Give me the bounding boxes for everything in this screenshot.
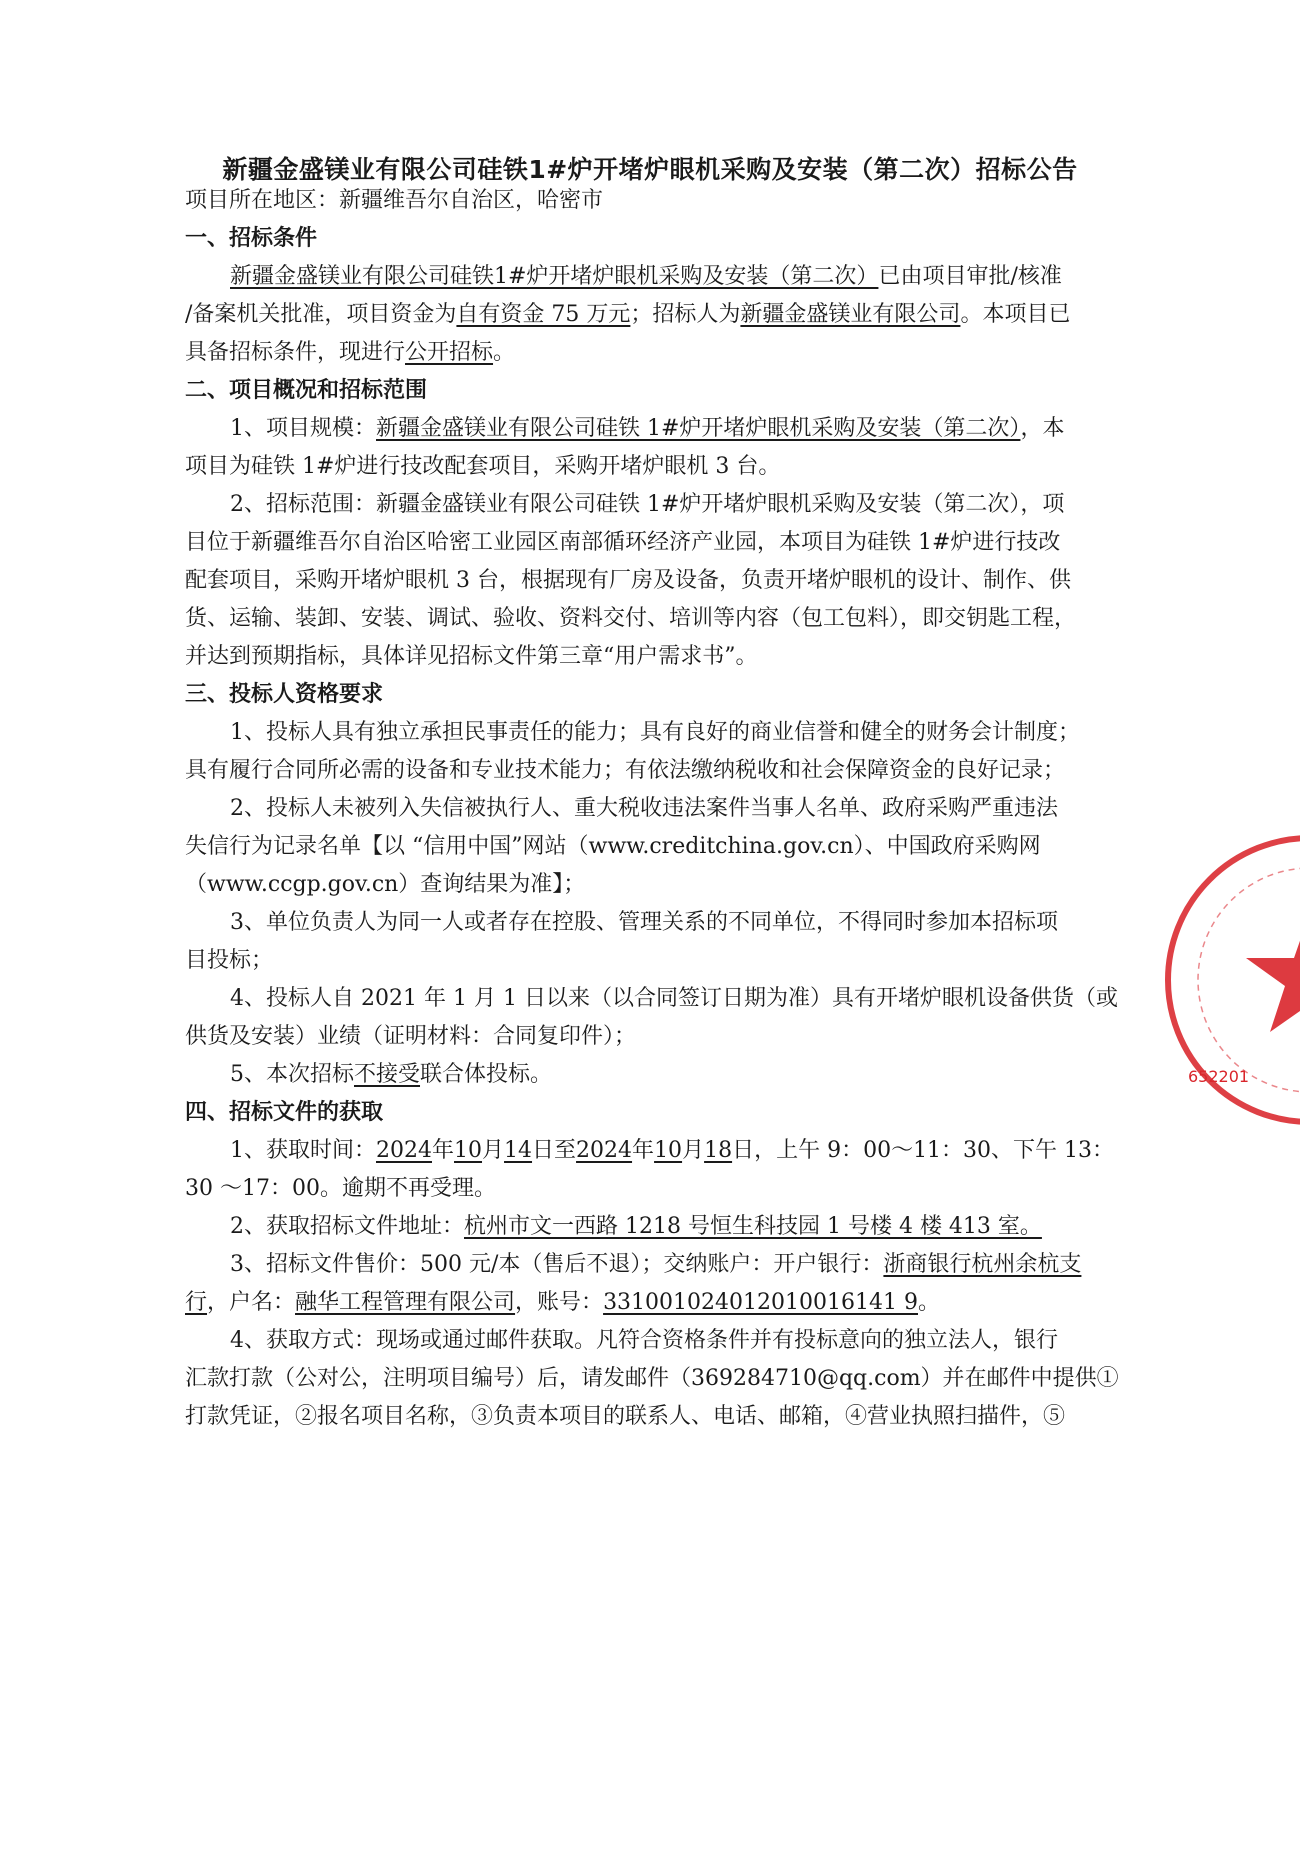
paragraph-line: 汇款打款（公对公，注明项目编号）后，请发邮件（369284710@qq.com）并在邮件中提供① (185, 1366, 1119, 1391)
paragraph-line: 30 ～17：00。逾期不再受理。 (185, 1176, 496, 1201)
paragraph-line: 3、单位负责人为同一人或者存在控股、管理关系的不同单位，不得同时参加本招标项 (230, 910, 1058, 935)
paragraph-line: 1、项目规模：新疆金盛镁业有限公司硅铁 1#炉开堵炉眼机采购及安装（第二次），本 (230, 416, 1065, 441)
section-heading-2: 二、项目概况和招标范围 (185, 378, 428, 403)
paragraph-line: 打款凭证，②报名项目名称，③负责本项目的联系人、电话、邮箱，④营业执照扫描件，⑤ (185, 1404, 1066, 1429)
bank-name: 浙商银行杭州余杭支 (883, 1252, 1082, 1277)
account-name: 融华工程管理有限公司 (295, 1290, 516, 1315)
paragraph-line: 并达到预期指标，具体详见招标文件第三章“用户需求书”。 (185, 644, 758, 669)
paragraph-line: 供货及安装）业绩（证明材料：合同复印件）； (185, 1024, 637, 1049)
paragraph-line: 2、投标人未被列入失信被执行人、重大税收违法案件当事人名单、政府采购严重违法 (230, 796, 1058, 821)
paragraph-line: 行，户名：融华工程管理有限公司，账号：331001024012010016141 9。 (185, 1290, 941, 1315)
project-name: 新疆金盛镁业有限公司硅铁1#炉开堵炉眼机采购及安装（第二次） (230, 264, 879, 289)
region-line: 项目所在地区：新疆维吾尔自治区，哈密市 (185, 188, 604, 213)
paragraph-line: 3、招标文件售价：500 元/本（售后不退）；交纳账户：开户银行：浙商银行杭州余杭支 (230, 1252, 1082, 1277)
paragraph-line: 新疆金盛镁业有限公司硅铁1#炉开堵炉眼机采购及安装（第二次）已由项目审批/核准 (230, 264, 1062, 289)
paragraph-line: 4、获取方式：现场或通过邮件获取。凡符合资格条件并有投标意向的独立法人，银行 (230, 1328, 1058, 1353)
section-heading-1: 一、招标条件 (185, 226, 318, 251)
paragraph-line: 1、投标人具有独立承担民事责任的能力；具有良好的商业信誉和健全的财务会计制度； (230, 720, 1080, 745)
tender-method: 公开招标 (405, 340, 494, 365)
paragraph-line: 2、获取招标文件地址：杭州市文一西路 1218 号恒生科技园 1 号楼 4 楼 413 室。 (230, 1214, 1042, 1239)
paragraph-line: 2、招标范围：新疆金盛镁业有限公司硅铁 1#炉开堵炉眼机采购及安装（第二次），项 (230, 492, 1065, 517)
paragraph-line: 5、本次招标不接受联合体投标。 (230, 1062, 553, 1087)
paragraph-line: 具备招标条件，现进行公开招标。 (185, 340, 516, 365)
official-seal-stamp (1160, 830, 1300, 1130)
paragraph-line: 目投标； (185, 948, 274, 973)
project-scale: 新疆金盛镁业有限公司硅铁 1#炉开堵炉眼机采购及安装（第二次） (376, 416, 1021, 441)
paragraph-line: 4、投标人自 2021 年 1 月 1 日以来（以合同签订日期为准）具有开堵炉眼机设备供货（或 (230, 986, 1118, 1011)
paragraph-line: 配套项目，采购开堵炉眼机 3 台，根据现有厂房及设备，负责开堵炉眼机的设计、制作、供 (185, 568, 1071, 593)
section-heading-3: 三、投标人资格要求 (185, 682, 384, 707)
paragraph-line: 目位于新疆维吾尔自治区哈密工业园区南部循环经济产业园，本项目为硅铁 1#炉进行技改 (185, 530, 1061, 555)
paragraph-line: 1、获取时间：2024年10月14日至2024年10月18日，上午 9：00～11：30、下午 13： (230, 1138, 1115, 1163)
consortium-not-accepted: 不接受 (354, 1062, 421, 1087)
section-heading-4: 四、招标文件的获取 (185, 1100, 384, 1125)
paragraph-line: （www.ccgp.gov.cn）查询结果为准】； (185, 872, 586, 897)
funding-amount: 自有资金 75 万元 (456, 302, 631, 327)
paragraph-line: /备案机关批准，项目资金为自有资金 75 万元；招标人为新疆金盛镁业有限公司。本项目已 (185, 302, 1071, 327)
tenderer-name: 新疆金盛镁业有限公司 (740, 302, 961, 327)
paragraph-line: 具有履行合同所必需的设备和专业技术能力；有依法缴纳税收和社会保障资金的良好记录； (185, 758, 1066, 783)
page-title: 新疆金盛镁业有限公司硅铁1#炉开堵炉眼机采购及安装（第二次）招标公告 (222, 155, 1078, 184)
paragraph-line: 货、运输、装卸、安装、调试、验收、资料交付、培训等内容（包工包料），即交钥匙工程， (185, 606, 1077, 631)
pickup-address: 杭州市文一西路 1218 号恒生科技园 1 号楼 4 楼 413 室。 (464, 1214, 1042, 1239)
seal-code: 652201 (1188, 1067, 1250, 1086)
paragraph-line: 项目为硅铁 1#炉进行技改配套项目，采购开堵炉眼机 3 台。 (185, 454, 781, 479)
paragraph-line: 失信行为记录名单【以 “信用中国”网站（www.creditchina.gov.cn）、中国政府采购网 (185, 834, 1041, 859)
account-number: 331001024012010016141 9 (603, 1290, 918, 1315)
